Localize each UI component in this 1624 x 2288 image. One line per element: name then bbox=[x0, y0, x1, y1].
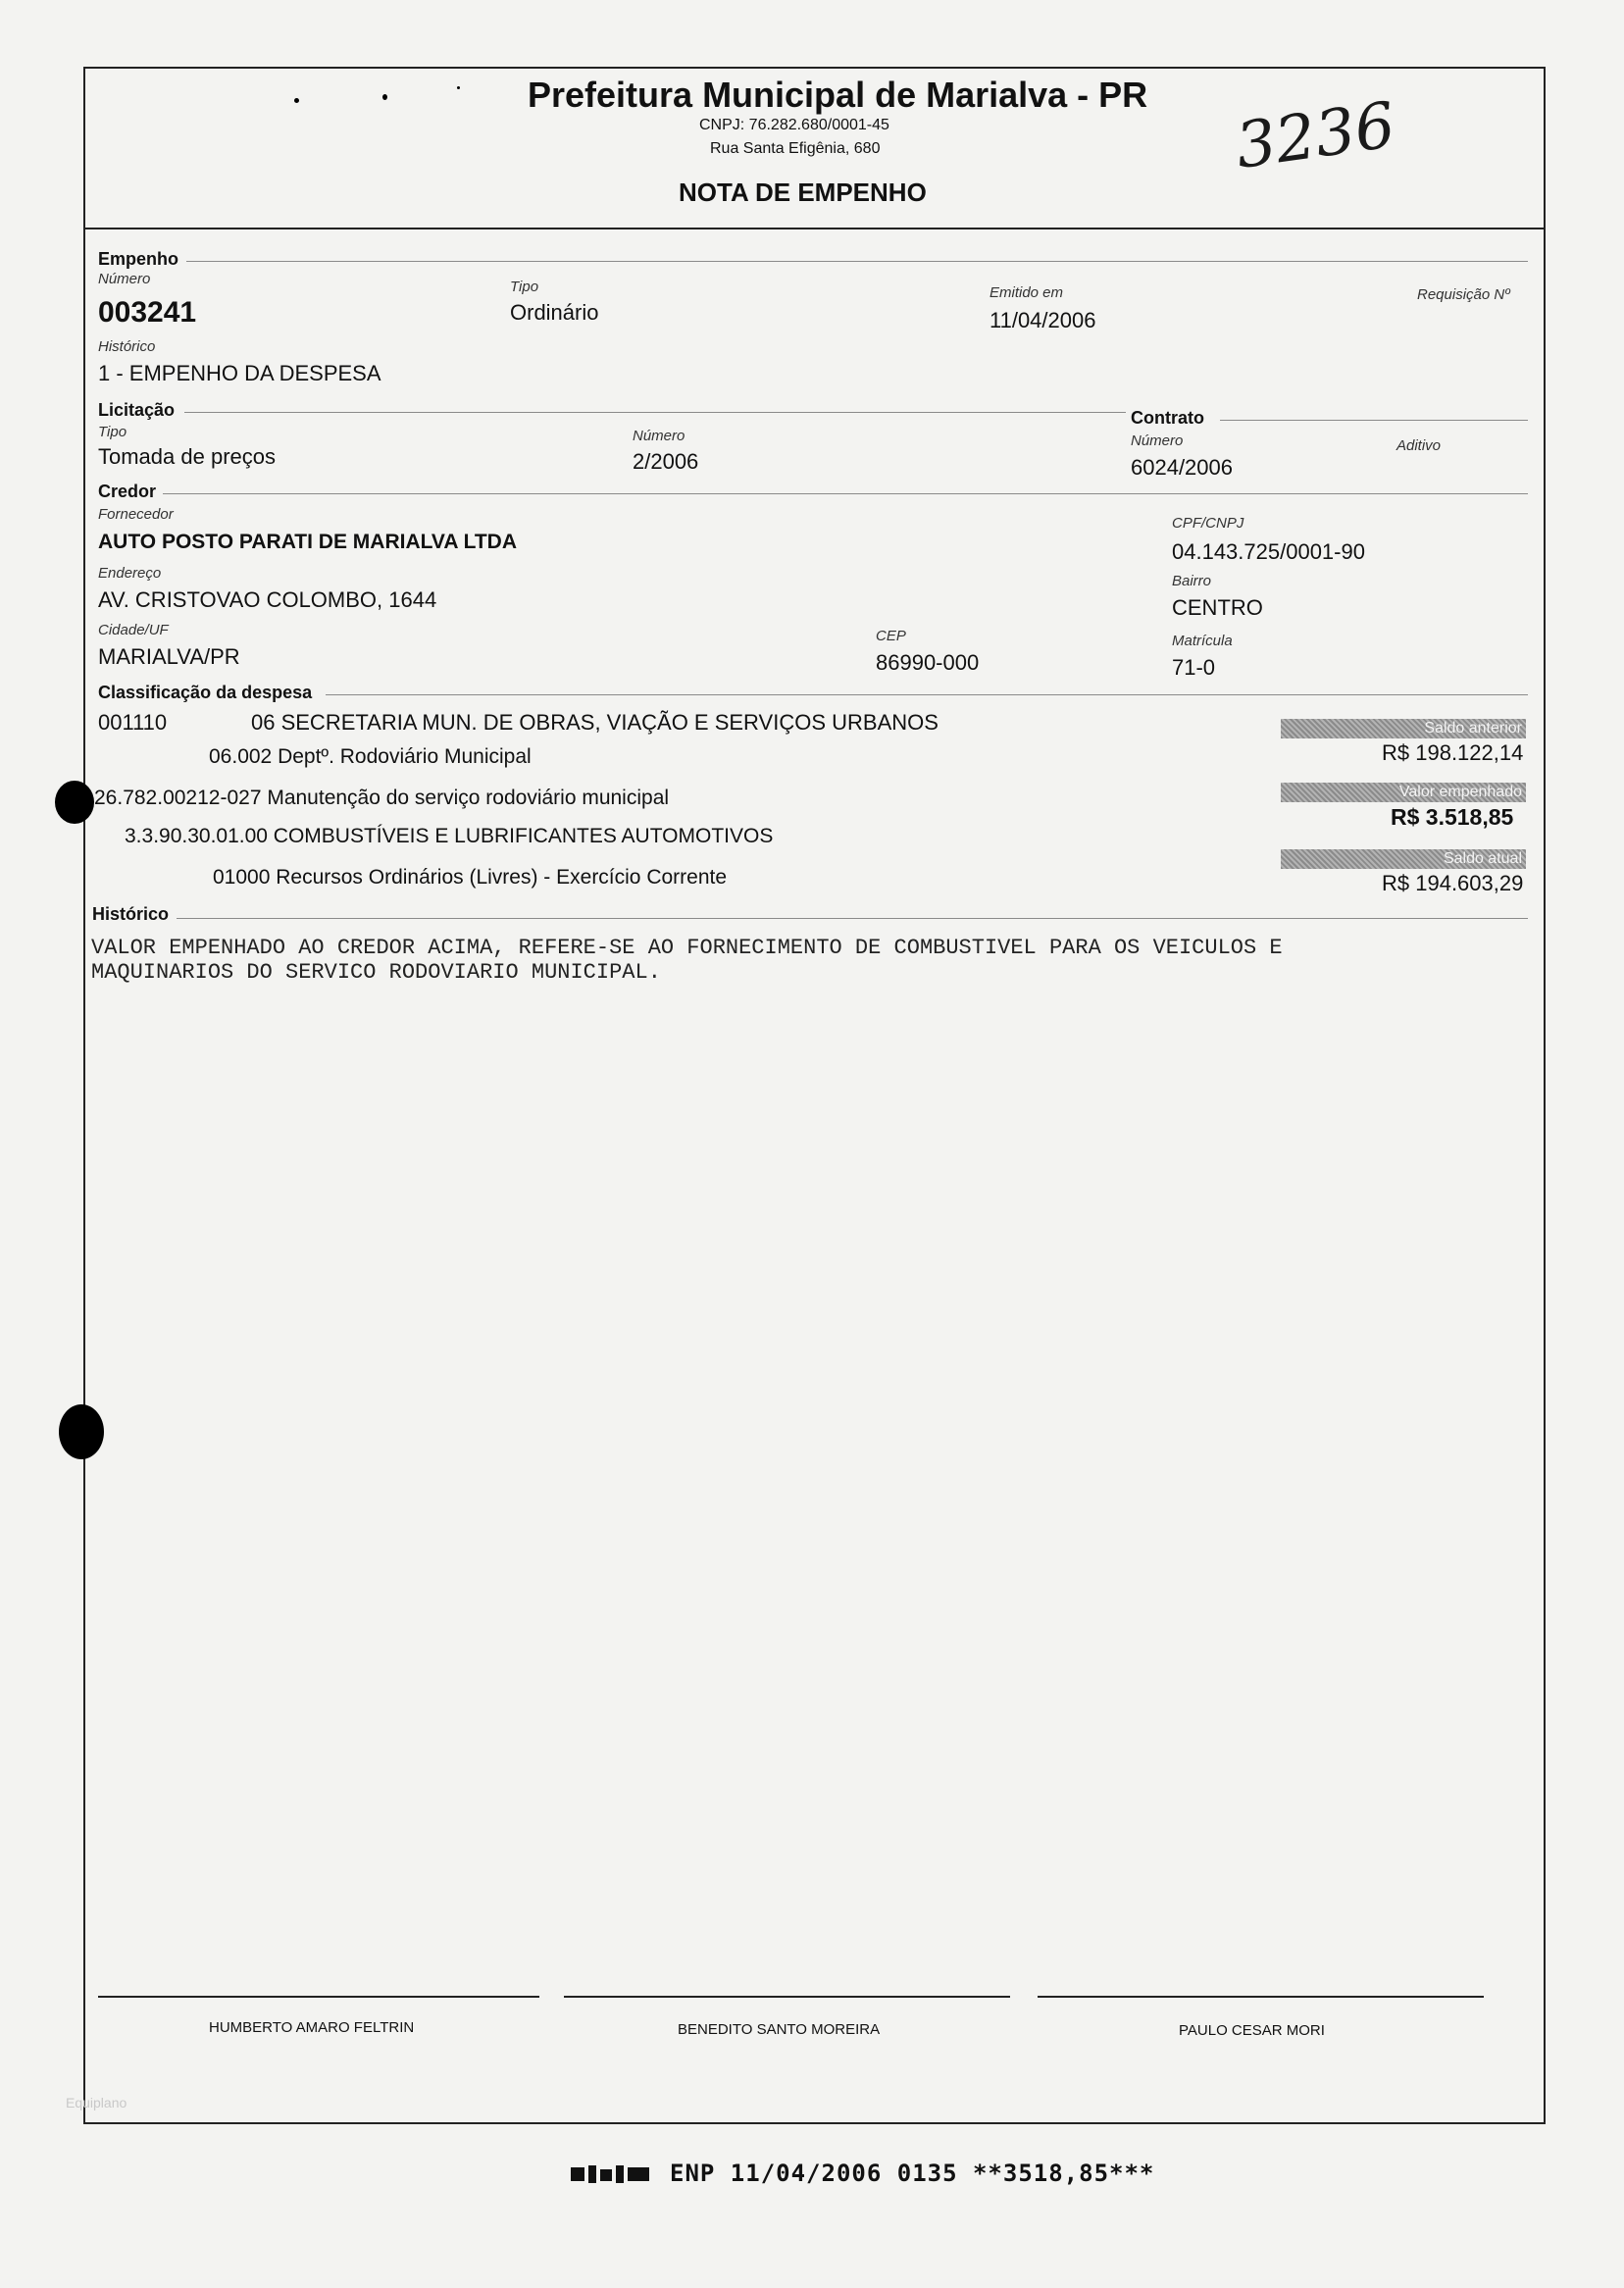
bairro-label: Bairro bbox=[1172, 573, 1212, 589]
saldo-anterior-label: Saldo anterior bbox=[1281, 719, 1526, 738]
speck bbox=[382, 94, 387, 100]
cpf-label: CPF/CNPJ bbox=[1172, 515, 1244, 532]
contrato-numero: 6024/2006 bbox=[1131, 455, 1233, 480]
speck bbox=[457, 86, 460, 89]
saldo-anterior-value: R$ 198.122,14 bbox=[1382, 740, 1524, 765]
section-contrato: Contrato bbox=[1131, 408, 1204, 428]
matricula-value: 71-0 bbox=[1172, 655, 1216, 680]
empenho-numero: 003241 bbox=[98, 296, 197, 329]
section-classificacao: Classificação da despesa bbox=[98, 683, 313, 702]
departamento-text: 06.002 Deptº. Rodoviário Municipal bbox=[209, 745, 532, 768]
contrato-numero-label: Número bbox=[1131, 432, 1184, 449]
signature-line bbox=[98, 1996, 539, 1998]
fornecedor-name: AUTO POSTO PARATI DE MARIALVA LTDA bbox=[98, 531, 517, 553]
endereco-label: Endereço bbox=[98, 565, 162, 582]
cep-label: CEP bbox=[876, 628, 906, 644]
doc-title: NOTA DE EMPENHO bbox=[679, 178, 927, 207]
print-code: ENP 11/04/2006 0135 **3518,85*** bbox=[670, 2160, 1155, 2187]
section-credor: Credor bbox=[98, 482, 157, 501]
elemento-text: 3.3.90.30.01.00 COMBUSTÍVEIS E LUBRIFICANTES AUTOMOTIVOS bbox=[125, 825, 774, 847]
empenho-historico: 1 - EMPENHO DA DESPESA bbox=[98, 361, 381, 385]
bairro-value: CENTRO bbox=[1172, 595, 1263, 620]
page-title: Prefeitura Municipal de Marialva - PR bbox=[528, 75, 1148, 115]
signature-name-2: BENEDITO SANTO MOREIRA bbox=[678, 2021, 881, 2038]
licitacao-numero-label: Número bbox=[633, 428, 685, 444]
requisicao-label: Requisição Nº bbox=[1417, 286, 1510, 303]
emitido-label: Emitido em bbox=[990, 284, 1064, 301]
print-logo-icon bbox=[571, 2163, 651, 2185]
aditivo-label: Aditivo bbox=[1396, 437, 1442, 454]
acao-text: 26.782.00212-027 Manutenção do serviço rodoviário municipal bbox=[94, 787, 670, 809]
cidade-value: MARIALVA/PR bbox=[98, 644, 240, 669]
signature-line bbox=[564, 1996, 1010, 1998]
endereco-value: AV. CRISTOVAO COLOMBO, 1644 bbox=[98, 587, 437, 612]
classificacao-code: 001110 bbox=[98, 710, 168, 735]
section-rule bbox=[163, 493, 1528, 494]
binder-hole bbox=[55, 781, 94, 824]
licitacao-tipo: Tomada de preços bbox=[98, 444, 276, 469]
header-divider bbox=[83, 228, 1546, 229]
historico-line-2: MAQUINARIOS DO SERVICO RODOVIARIO MUNICIPAL. bbox=[91, 960, 661, 985]
valor-empenhado-value: R$ 3.518,85 bbox=[1391, 804, 1514, 830]
saldo-atual-label: Saldo atual bbox=[1281, 849, 1526, 869]
section-rule bbox=[186, 261, 1528, 262]
signature-name-1: HUMBERTO AMARO FELTRIN bbox=[209, 2019, 415, 2036]
licitacao-numero: 2/2006 bbox=[633, 449, 699, 474]
speck bbox=[294, 98, 299, 103]
saldo-atual-value: R$ 194.603,29 bbox=[1382, 871, 1524, 895]
section-rule bbox=[1220, 420, 1528, 421]
licitacao-tipo-label: Tipo bbox=[98, 424, 127, 440]
watermark: Equiplano bbox=[66, 2095, 127, 2110]
fornecedor-label: Fornecedor bbox=[98, 506, 174, 523]
valor-empenhado-label: Valor empenhado bbox=[1281, 783, 1526, 802]
section-licitacao: Licitação bbox=[98, 400, 176, 420]
address-text: Rua Santa Efigênia, 680 bbox=[710, 140, 881, 157]
recurso-text: 01000 Recursos Ordinários (Livres) - Exercício Corrente bbox=[213, 866, 728, 889]
secretaria-text: 06 SECRETARIA MUN. DE OBRAS, VIAÇÃO E SERVIÇOS URBANOS bbox=[251, 710, 939, 735]
empenho-numero-label: Número bbox=[98, 271, 151, 287]
matricula-label: Matrícula bbox=[1172, 633, 1233, 649]
cidade-label: Cidade/UF bbox=[98, 622, 169, 638]
cnpj-text: CNPJ: 76.282.680/0001-45 bbox=[699, 117, 889, 133]
cpf-value: 04.143.725/0001-90 bbox=[1172, 539, 1365, 564]
section-empenho: Empenho bbox=[98, 249, 179, 269]
binder-hole bbox=[59, 1404, 104, 1459]
section-rule bbox=[326, 694, 1528, 695]
section-historico: Histórico bbox=[92, 904, 170, 924]
empenho-tipo: Ordinário bbox=[510, 300, 599, 325]
historico-line-1: VALOR EMPENHADO AO CREDOR ACIMA, REFERE-SE AO FORNECIMENTO DE COMBUSTIVEL PARA OS VEICULOS E bbox=[91, 936, 1283, 960]
handwritten-number: 3236 bbox=[1231, 89, 1400, 183]
signature-line bbox=[1038, 1996, 1484, 1998]
section-rule bbox=[177, 918, 1528, 919]
signature-name-3: PAULO CESAR MORI bbox=[1179, 2022, 1325, 2039]
historico-label: Histórico bbox=[98, 338, 156, 355]
emitido-date: 11/04/2006 bbox=[990, 308, 1096, 332]
cep-value: 86990-000 bbox=[876, 650, 980, 675]
section-rule bbox=[184, 412, 1126, 413]
empenho-tipo-label: Tipo bbox=[510, 279, 539, 295]
